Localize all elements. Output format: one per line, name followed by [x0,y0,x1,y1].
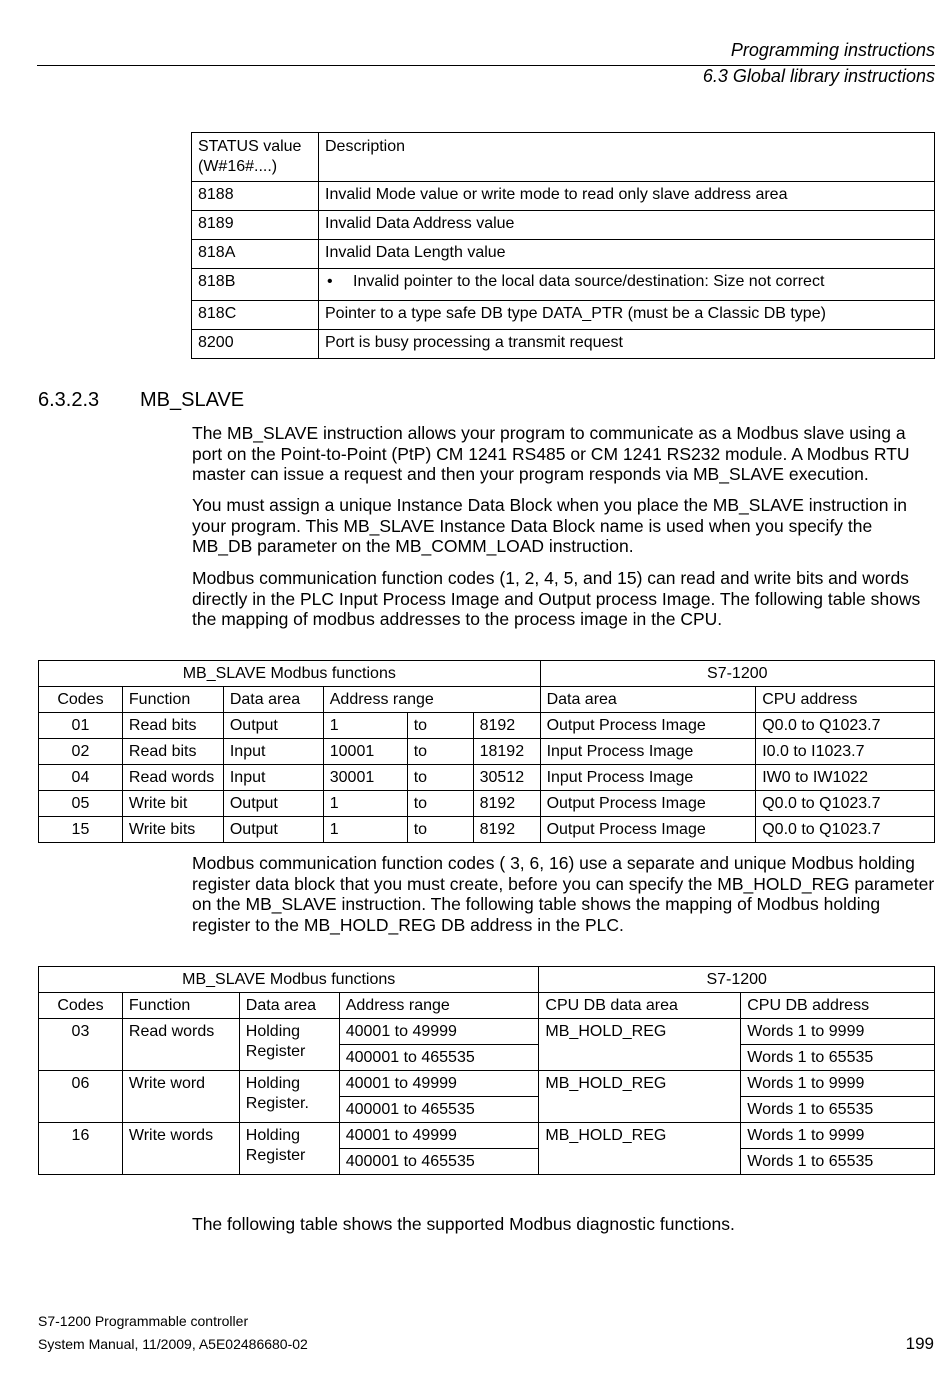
cell-range-to: to [407,739,473,765]
cell-code: 05 [39,791,123,817]
table-row [192,301,935,330]
status-desc: Invalid Mode value or write mode to read only slave address area [319,182,935,211]
status-header-code: STATUS value (W#16#....) [192,133,319,182]
cell-db-area: MB_HOLD_REG [539,1071,741,1123]
status-code: 8200 [192,330,319,359]
table-row [39,739,935,765]
cell-code: 16 [39,1123,123,1175]
paragraph-instance-db: You must assign a unique Instance Data Block when you place the MB_SLAVE instruction in your program. This MB_SLAVE Instance Data Block name is used when you specify the MB_DB parameter on the MB_COMM_LOAD instruction. [192,495,908,556]
paragraph-diagnostics: The following table shows the supported Modbus diagnostic functions. [192,1214,735,1234]
header-section: 6.3 Global library instructions [702,66,935,86]
cell-data-area: Input [223,739,323,765]
cell-address-range: 40001 to 49999 [339,1019,539,1045]
col-header: CPU address [756,687,935,713]
col-header: Data area [239,993,339,1019]
cell-s7-area: Output Process Image [540,713,756,739]
status-code: 818A [192,240,319,269]
cell-range-from: 1 [323,791,407,817]
col-header: Codes [39,687,123,713]
cell-db-area: MB_HOLD_REG [539,1123,741,1175]
cell-s7-area: Output Process Image [540,817,756,843]
status-table [191,132,935,359]
table-row [192,211,935,240]
cell-code: 03 [39,1019,123,1071]
cell-code: 04 [39,765,123,791]
status-desc: Invalid Data Address value [319,211,935,240]
paragraph-intro: The MB_SLAVE instruction allows your program to communicate as a Modbus slave using a port on the Point-to-Point (PtP) CM 1241 RS485 or CM 1241 RS232 module. A Modbus RTU master can issue a request and then your program responds via MB_SLAVE execution. [192,423,910,484]
cell-code: 06 [39,1071,123,1123]
status-code: 8188 [192,182,319,211]
status-code: 8189 [192,211,319,240]
table-row [39,1071,935,1097]
status-desc-cell [319,269,935,301]
status-table-header [192,133,935,182]
cell-data-area: Output [223,791,323,817]
table-row [192,330,935,359]
status-desc: Pointer to a type safe DB type DATA_PTR (must be a Classic DB type) [319,301,935,330]
cell-code: 02 [39,739,123,765]
cell-range-end: 8192 [473,817,540,843]
footer-manual: System Manual, 11/2009, A5E02486680-02 [38,1336,308,1352]
cell-range-from: 1 [323,713,407,739]
cell-cpu-address: Q0.0 to Q1023.7 [756,713,935,739]
cell-range-end: 18192 [473,739,540,765]
table-group-header [39,661,935,687]
cell-function: Read bits [122,739,223,765]
col-header: Address range [339,993,539,1019]
header-chapter: Programming instructions [730,40,935,60]
cell-function: Read words [122,765,223,791]
group-mb-slave: MB_SLAVE Modbus functions [39,967,539,993]
col-header: CPU DB address [741,993,935,1019]
cell-cpu-address: I0.0 to I1023.7 [756,739,935,765]
cell-function: Write word [122,1071,239,1123]
cell-data-area: Output [223,817,323,843]
col-header: CPU DB data area [539,993,741,1019]
table-row [192,182,935,211]
cell-range-from: 1 [323,817,407,843]
cell-db-area: MB_HOLD_REG [539,1019,741,1071]
cell-address-range: 40001 to 49999 [339,1123,539,1149]
cell-range-end: 8192 [473,791,540,817]
cell-data-area: Holding Register [239,1019,339,1071]
cell-range-end: 8192 [473,713,540,739]
cell-function: Read bits [122,713,223,739]
group-s7-1200: S7-1200 [540,661,934,687]
col-header: Function [122,993,239,1019]
status-desc: Invalid pointer to the local data source/destination: Size not correct [353,273,825,290]
cell-range-to: to [407,713,473,739]
paragraph-holding-register: Modbus communication function codes ( 3, 6, 16) use a separate and unique Modbus holding register data block that you must create, before you can specify the MB_HOLD_REG parameter on the MB_SLAVE instruction. The following table shows the mapping of Modbus holding register to the MB_HOLD_REG DB address in the PLC. [192,853,935,935]
cell-db-address: Words 1 to 9999 [741,1071,935,1097]
status-desc: Port is busy processing a transmit request [319,330,935,359]
table-row [192,240,935,269]
cell-s7-area: Input Process Image [540,765,756,791]
cell-data-area: Holding Register [239,1123,339,1175]
page-number: 199 [905,1334,934,1353]
cell-function: Read words [122,1019,239,1071]
cell-function: Write bit [122,791,223,817]
status-desc: Invalid Data Length value [319,240,935,269]
col-header: Data area [540,687,756,713]
group-s7-1200: S7-1200 [539,967,935,993]
holding-register-table [38,966,935,1175]
section-number: 6.3.2.3 [38,389,100,411]
table-header [39,993,935,1019]
table-row [39,817,935,843]
cell-cpu-address: Q0.0 to Q1023.7 [756,791,935,817]
col-header: Address range [323,687,540,713]
table-row [39,791,935,817]
col-header: Function [122,687,223,713]
cell-range-to: to [407,817,473,843]
cell-code: 15 [39,817,123,843]
status-code: 818C [192,301,319,330]
cell-s7-area: Input Process Image [540,739,756,765]
cell-range-from: 10001 [323,739,407,765]
cell-data-area: Input [223,765,323,791]
cell-address-range: 400001 to 465535 [339,1149,539,1175]
modbus-functions-table [38,660,935,843]
cell-range-from: 30001 [323,765,407,791]
cell-function: Write bits [122,817,223,843]
cell-db-address: Words 1 to 9999 [741,1123,935,1149]
cell-range-end: 30512 [473,765,540,791]
cell-address-range: 400001 to 465535 [339,1097,539,1123]
cell-function: Write words [122,1123,239,1175]
table-row [39,1123,935,1149]
cell-data-area: Output [223,713,323,739]
status-code: 818B [192,269,319,301]
table-group-header [39,967,935,993]
footer-product: S7-1200 Programmable controller [38,1313,249,1329]
col-header: Codes [39,993,123,1019]
cell-db-address: Words 1 to 65535 [741,1149,935,1175]
cell-address-range: 40001 to 49999 [339,1071,539,1097]
cell-db-address: Words 1 to 9999 [741,1019,935,1045]
cell-cpu-address: IW0 to IW1022 [756,765,935,791]
paragraph-function-codes: Modbus communication function codes (1, 2, 4, 5, and 15) can read and write bits and words directly in the PLC Input Process Image and Output process Image. The following table shows the mapping of modbus addresses to the process image in the CPU. [192,568,921,629]
cell-range-to: to [407,765,473,791]
cell-code: 01 [39,713,123,739]
group-mb-slave: MB_SLAVE Modbus functions [39,661,541,687]
bullet-icon: • [327,273,333,290]
cell-s7-area: Output Process Image [540,791,756,817]
cell-range-to: to [407,791,473,817]
table-row [192,269,935,301]
col-header: Data area [223,687,323,713]
cell-cpu-address: Q0.0 to Q1023.7 [756,817,935,843]
status-header-desc: Description [319,133,935,182]
cell-db-address: Words 1 to 65535 [741,1045,935,1071]
cell-data-area: Holding Register. [239,1071,339,1123]
cell-address-range: 400001 to 465535 [339,1045,539,1071]
table-row [39,1019,935,1045]
table-row [39,713,935,739]
cell-db-address: Words 1 to 65535 [741,1097,935,1123]
table-header [39,687,935,713]
table-row [39,765,935,791]
section-title: MB_SLAVE [140,389,245,411]
